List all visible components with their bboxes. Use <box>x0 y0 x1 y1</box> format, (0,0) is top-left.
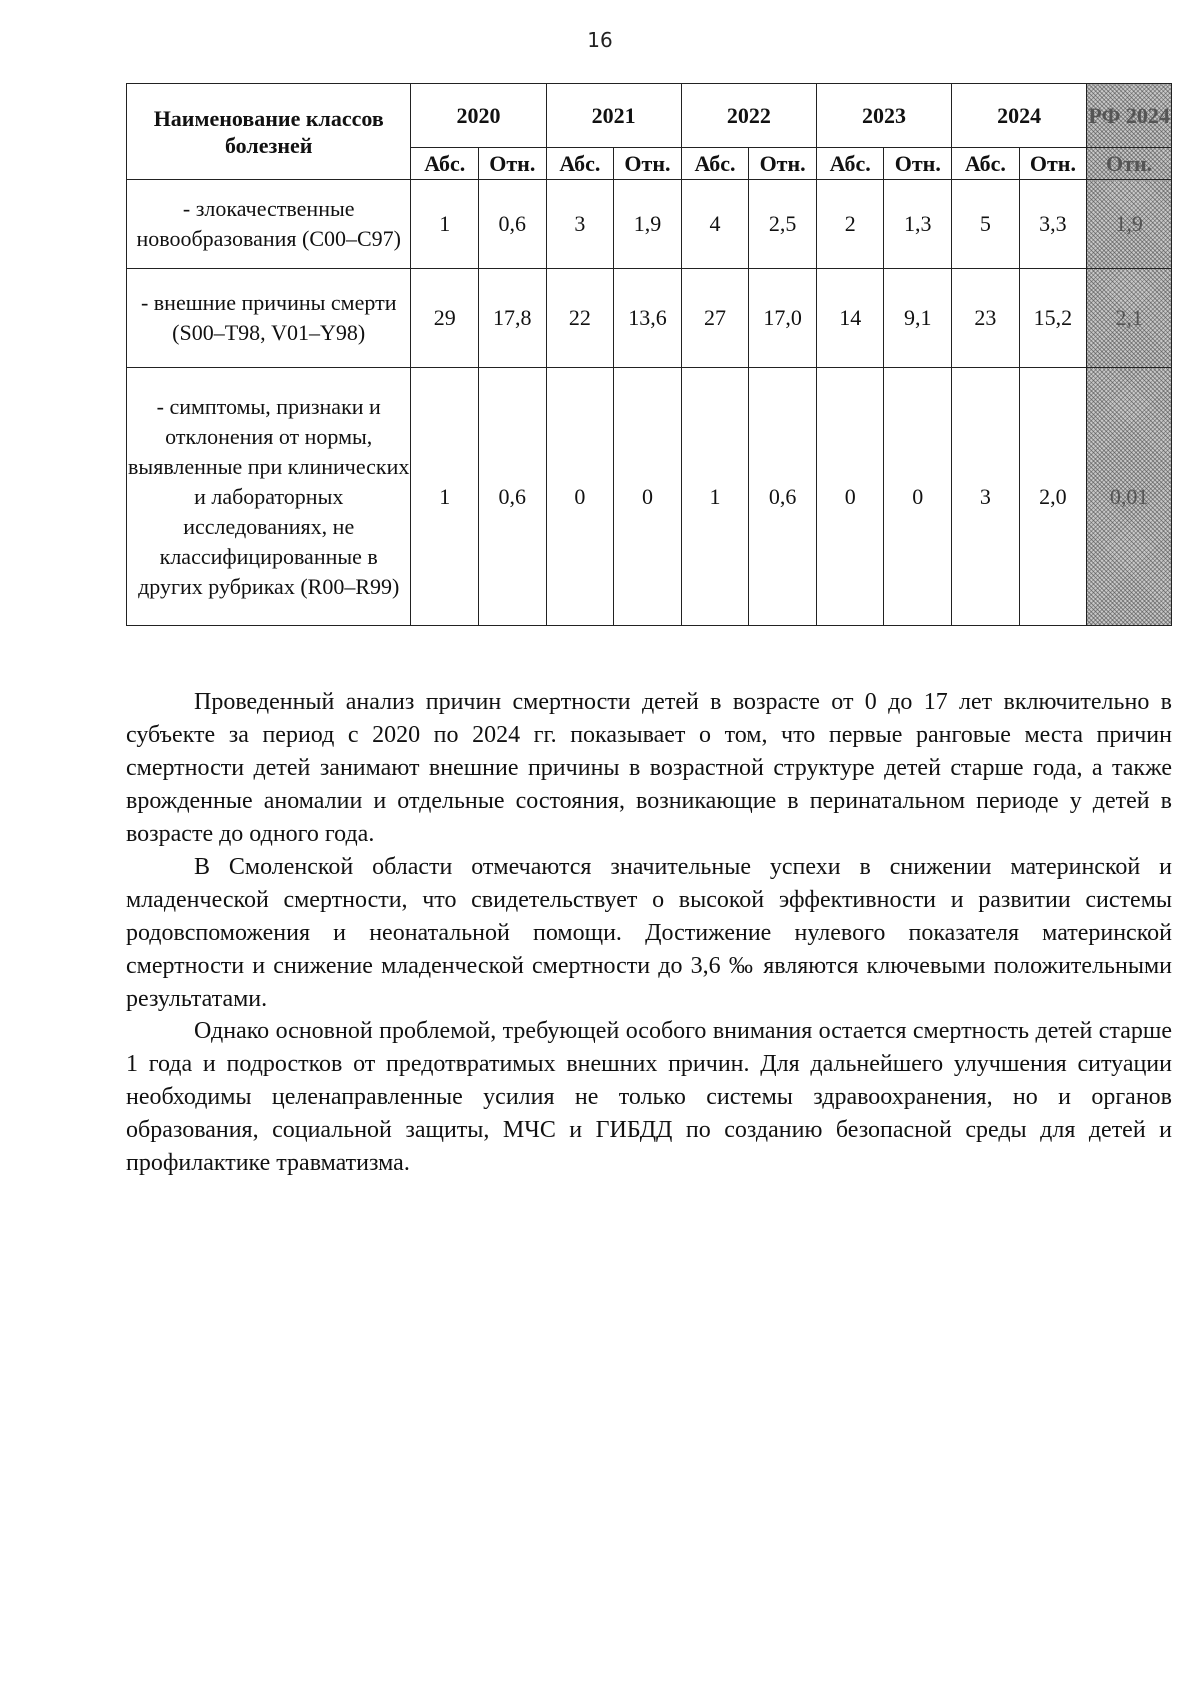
paragraph-problem <box>126 1015 1172 1180</box>
table-cell: 0,6 <box>749 368 817 626</box>
table-row <box>127 180 1172 269</box>
table-cell: 17,0 <box>749 269 817 368</box>
table-cell: 17,8 <box>479 269 547 368</box>
table-cell: 0 <box>884 368 952 626</box>
paragraph-text: Проведенный анализ причин смертности детей в возрасте от 0 до 17 лет включительно в субъекте за период с 2020 по 2024 гг. показывает о том, что первые ранговые места причин смертности детей занимают внешние причины в возрастной структуре детей старше года, а также врожденные аномалии и отдельные состояния, возникающие в перинатальном периоде у детей в возрасте до одного года. <box>126 689 1172 847</box>
table-cell: 2,0 <box>1019 368 1087 626</box>
abs-header: Абс. <box>816 148 884 180</box>
table-cell: 27 <box>681 269 749 368</box>
table-cell: 1 <box>411 180 479 269</box>
table-cell: 4 <box>681 180 749 269</box>
table-cell: 0,6 <box>479 368 547 626</box>
rf-cell: 1,9 <box>1087 180 1172 269</box>
table-cell: 0 <box>816 368 884 626</box>
rel-header: Отн. <box>749 148 817 180</box>
table-cell: 1,9 <box>614 180 682 269</box>
table-cell: 1 <box>411 368 479 626</box>
rf-2024-header: РФ 2024 <box>1087 84 1172 148</box>
rel-header: Отн. <box>614 148 682 180</box>
table-cell: 22 <box>546 269 614 368</box>
rf-cell: 2,1 <box>1087 269 1172 368</box>
table-cell: 14 <box>816 269 884 368</box>
table-cell: 2,5 <box>749 180 817 269</box>
table-cell: 3 <box>546 180 614 269</box>
table-cell: 0 <box>614 368 682 626</box>
table-cell: 23 <box>952 269 1020 368</box>
page-number: 16 <box>587 28 613 52</box>
table-cell: 2 <box>816 180 884 269</box>
table-cell: 0 <box>546 368 614 626</box>
table-cell: 1,3 <box>884 180 952 269</box>
year-header-2020: 2020 <box>411 84 546 148</box>
rf-cell: 0,01 <box>1087 368 1172 626</box>
rel-header: Отн. <box>884 148 952 180</box>
table-row <box>127 269 1172 368</box>
year-header-2021: 2021 <box>546 84 681 148</box>
disease-class-header: Наименование классов болезней <box>127 84 411 180</box>
table-cell: 3 <box>952 368 1020 626</box>
paragraph-text: Однако основной проблемой, требующей особого внимания остается смертность детей старше 1 года и подростков от предотвратимых внешних причин. Для дальнейшего улучшения ситуации необходимы целенаправленные усилия не только системы здравоохранения, но и органов образования, социальной защиты, МЧС и ГИБДД по созданию безопасной среды для детей и профилактике травматизма. <box>126 1018 1172 1176</box>
abs-header: Абс. <box>546 148 614 180</box>
rel-header: Отн. <box>1019 148 1087 180</box>
year-header-2022: 2022 <box>681 84 816 148</box>
paragraph-text: В Смоленской области отмечаются значительные успехи в снижении материнской и младенческой смертности, что свидетельствует о высокой эффективности и развитии системы родовспоможения и неонатальной помощи. Достижение нулевого показателя материнской смертности и снижение младенческой смертности до 3,6 ‰ являются ключевыми положительными результатами. <box>126 854 1172 1012</box>
year-header-2024: 2024 <box>952 84 1087 148</box>
table-cell: 3,3 <box>1019 180 1087 269</box>
year-header-2023: 2023 <box>816 84 951 148</box>
table-cell: 0,6 <box>479 180 547 269</box>
abs-header: Абс. <box>952 148 1020 180</box>
disease-class-name: - симптомы, признаки и отклонения от нормы, выявленные при клинических и лабораторных исследованиях, не классифицированные в других рубриках (R00–R99) <box>127 368 411 626</box>
mortality-table <box>126 83 1172 626</box>
table-row <box>127 368 1172 626</box>
disease-class-name: - злокачественные новообразования (С00–С97) <box>127 180 411 269</box>
table-cell: 13,6 <box>614 269 682 368</box>
table-cell: 29 <box>411 269 479 368</box>
paragraph-smolensk <box>126 851 1172 1016</box>
table-cell: 15,2 <box>1019 269 1087 368</box>
table-cell: 1 <box>681 368 749 626</box>
disease-class-name: - внешние причины смерти (S00–Т98, V01–Y98) <box>127 269 411 368</box>
table-cell: 5 <box>952 180 1020 269</box>
abs-header: Абс. <box>681 148 749 180</box>
rf-rel-header: Отн. <box>1087 148 1172 180</box>
table-cell: 9,1 <box>884 269 952 368</box>
rel-header: Отн. <box>479 148 547 180</box>
paragraph-analysis <box>126 686 1172 851</box>
abs-header: Абс. <box>411 148 479 180</box>
